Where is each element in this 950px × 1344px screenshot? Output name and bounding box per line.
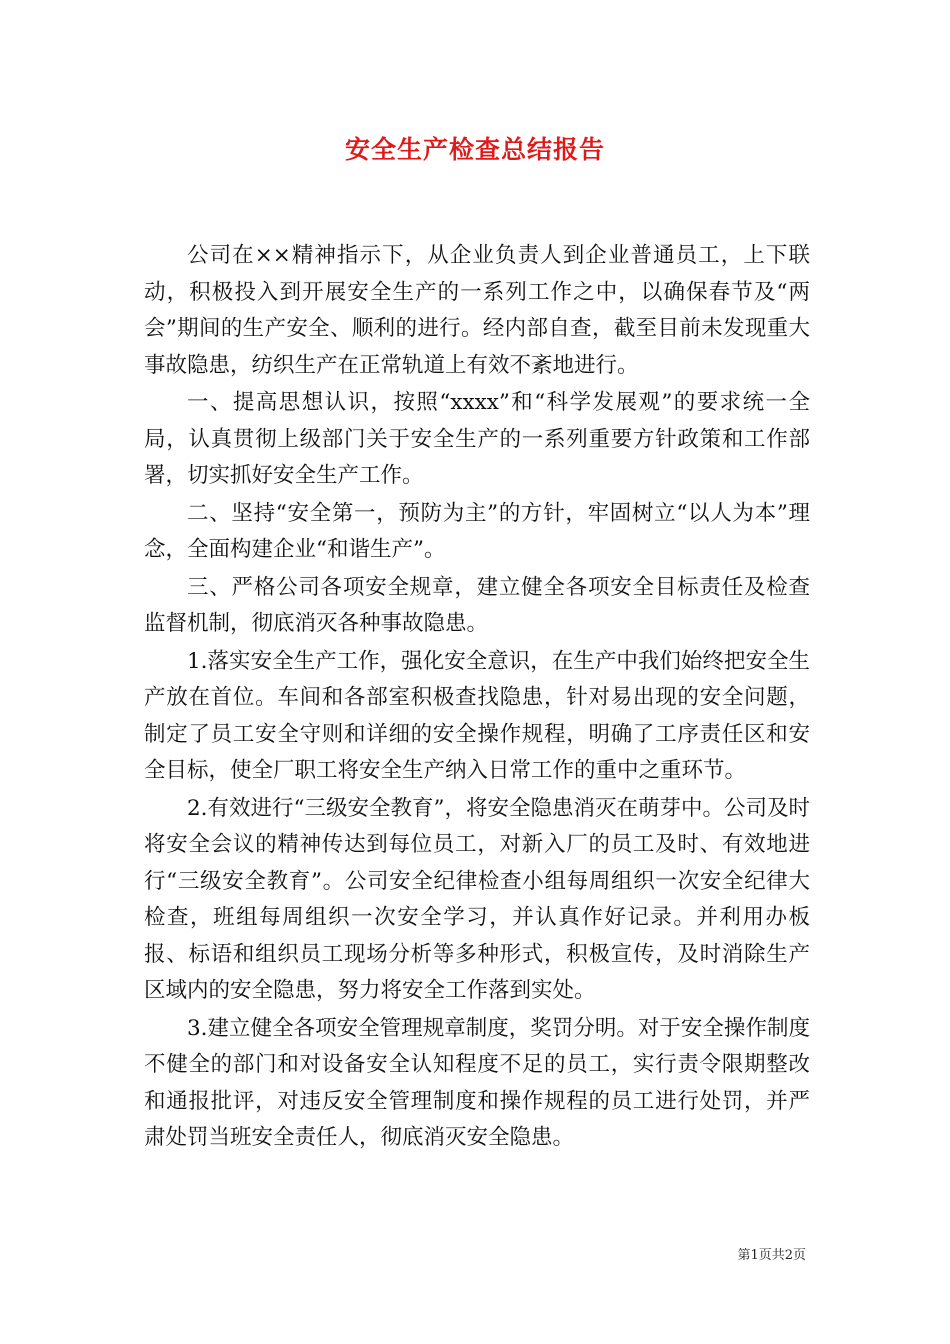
section-two-paragraph: 二、坚持“安全第一，预防为主”的方针，牢固树立“以人为本”理念，全面构建企业“和谐生产”。	[144, 500, 810, 562]
intro-paragraph: 公司在××精神指示下，从企业负责人到企业普通员工，上下联动，积极投入到开展安全生产的一系列工作之中，以确保春节及“两会”期间的生产安全、顺利的进行。经内部自查，截至目前未发现重大事故隐患，纺织生产在正常轨道上有效不紊地进行。	[144, 243, 810, 378]
item-three-paragraph: 3.建立健全各项安全管理规章制度，奖罚分明。对于安全操作制度不健全的部门和对设备安全认知程度不足的员工，实行责令限期整改和通报批评，对违反安全管理制度和操作规程的员工进行处罚，并严肃处罚当班安全责任人，彻底消灭安全隐患。	[144, 1015, 810, 1150]
page-number-footer: 第1页共2页	[737, 1248, 806, 1263]
section-three-paragraph: 三、严格公司各项安全规章，建立健全各项安全目标责任及检查监督机制，彻底消灭各种事故隐患。	[144, 574, 810, 636]
item-two-paragraph: 2.有效进行“三级安全教育”，将安全隐患消灭在萌芽中。公司及时将安全会议的精神传达到每位员工，对新入厂的员工及时、有效地进行“三级安全教育”。公司安全纪律检查小组每周组织一次安全纪律大检查，班组每周组织一次安全学习，并认真作好记录。并利用办板报、标语和组织员工现场分析等多种形式，积极宣传，及时消除生产区域内的安全隐患，努力将安全工作落到实处。	[144, 795, 810, 1003]
document-title: 安全生产检查总结报告	[344, 135, 605, 164]
item-one-paragraph: 1.落实安全生产工作，强化安全意识，在生产中我们始终把安全生产放在首位。车间和各部室积极查找隐患，针对易出现的安全问题，制定了员工安全守则和详细的安全操作规程，明确了工序责任区和安全目标，使全厂职工将安全生产纳入日常工作的重中之重环节。	[144, 648, 810, 783]
document-body	[144, 238, 810, 1158]
section-one-paragraph: 一、提高思想认识，按照“xxxx”和“科学发展观”的要求统一全局，认真贯彻上级部门关于安全生产的一系列重要方针政策和工作部署，切实抓好安全生产工作。	[144, 390, 810, 488]
